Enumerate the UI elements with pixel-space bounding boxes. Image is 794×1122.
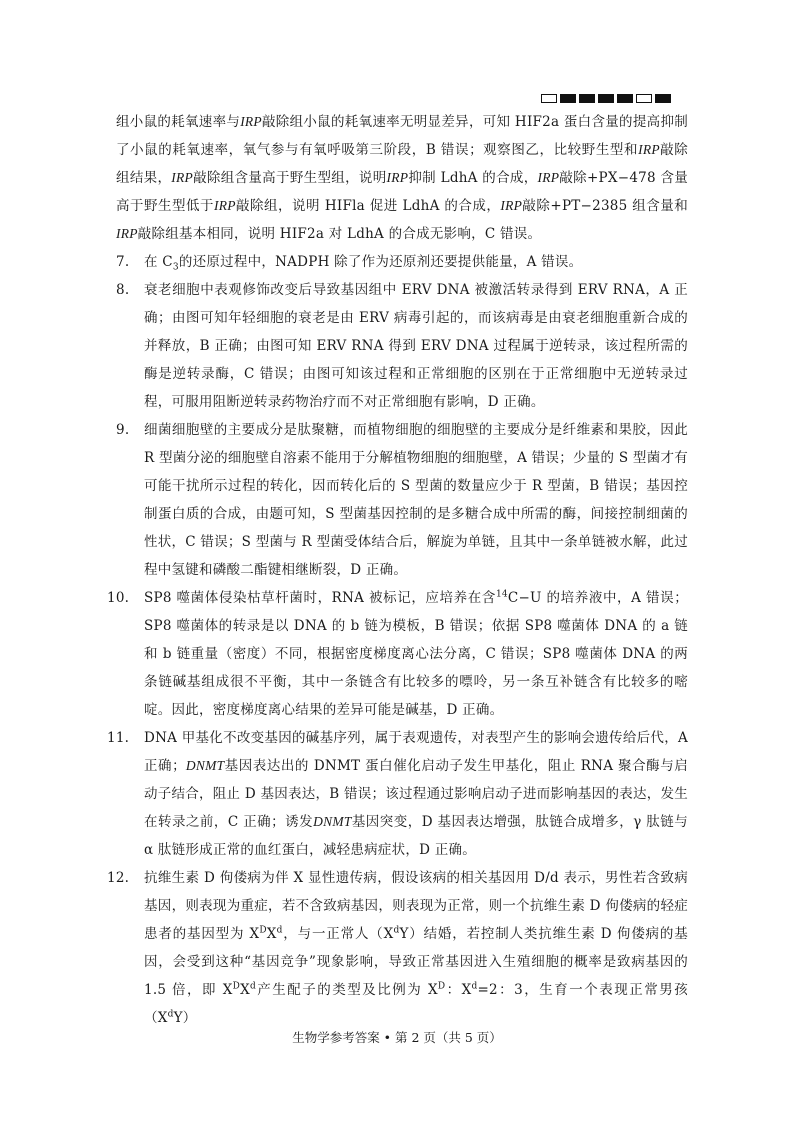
filled-square-mark — [579, 94, 595, 103]
filled-square-mark — [598, 94, 614, 103]
item-number: 8. — [116, 282, 130, 298]
answer-item-7: 7. 在 $C_3$的还原过程中，NADPH 除了作为还原剂还要提供能量，A 错误。 — [116, 248, 688, 276]
answer-item-12: 12. 抗维生素 D 佝偻病为伴 X 显性遗传病，假设该病的相关基因用 D/d 表示，男性若含致病基因，则表现为重症，若不含致病基因，则表现为正常，则一个抗维生素 D 佝偻病的轻症患者的基因型为 $X^DX^d$，与一正常人$(X^dY)$结婚，若控制人类抗维生素 D 佝偻病的基因，会受到这种“基因竞争”现象影响，导致正常基因进入生殖细胞的概率是致病基因的 1.5 倍，即 $X^DX^d$产生配子的类型及比例为 $X^D$：$X^d=2$：3，生育一个表现正常男孩$(X^dY)$ — [116, 864, 688, 1032]
continued-answer-paragraph: 组小鼠的耗氧速率与IRP敲除组小鼠的耗氧速率无明显差异，可知 HIF2a 蛋白含量的提高抑制了小鼠的耗氧速率，氧气参与有氧呼吸第三阶段，B 错误；观察图乙，比较野生型和IRP敲除组结果，IRP敲除组含量高于野生型组，说明IRP抑制 LdhA 的合成，IRP敲除+PX−478 含量高于野生型低于IRP敲除组，说明 HIFla 促进 LdhA 的合成，IRP敲除+PT−2385 组含量和IRP敲除组基本相同，说明 HIF2a 对 LdhA 的合成无影响，C 错误。 — [116, 114, 689, 242]
page-footer: 生物学参考答案 • 第 2 页（共 5 页） — [292, 1030, 502, 1045]
answer-item-9: 9. 细菌细胞壁的主要成分是肽聚糖，而植物细胞的细胞壁的主要成分是纤维素和果胶，因此 R 型菌分泌的细胞壁自溶素不能用于分解植物细胞的细胞壁，A 错误；少量的 S 型菌才有可能干扰所示过程的转化，因而转化后的 S 型菌的数量应少于 R 型菌，B 错误；基因控制蛋白质的合成，由题可知，S 型菌基因控制的是多糖合成中所需的酶，间接控制细菌的性状，C 错误；S 型菌与 R 型菌受体结合后，解旋为单链，且其中一条单链被水解，此过程中氢键和磷酸二酯键相继断裂，D 正确。 — [116, 416, 688, 584]
item-number: 10. — [107, 590, 130, 606]
item-number: 7. — [116, 254, 130, 270]
filled-square-mark — [617, 94, 633, 103]
filled-square-mark — [655, 94, 671, 103]
answer-item-8: 8. 衰老细胞中表观修饰改变后导致基因组中 ERV DNA 被激活转录得到 ERV RNA，A 正确；由图可知年轻细胞的衰老是由 ERV 病毒引起的，而该病毒是由衰老细胞重新合成的并释放，B 正确；由图可知 ERV RNA 得到 ERV DNA 过程属于逆转录，该过程所需的酶是逆转录酶，C 错误；由图可知该过程和正常细胞的区别在于正常细胞中无逆转录过程，可服用阻断逆转录药物治疗而不对正常细胞有影响，D 正确。 — [116, 276, 688, 416]
answer-content — [107, 108, 689, 1032]
header-marks — [541, 94, 671, 103]
item-number: 12. — [107, 870, 130, 886]
empty-square-mark — [541, 94, 557, 103]
item-number: 9. — [116, 422, 130, 438]
answer-item-11: 11. DNA 甲基化不改变基因的碱基序列，属于表观遗传，对表型产生的影响会遗传给后代，A 正确；DNMT基因表达出的 DNMT 蛋白催化启动子发生甲基化，阻止 RNA 聚合酶与启动子结合，阻止 D 基因表达，B 错误；该过程通过影响启动子进而影响基因的表达，发生在转录之前，C 正确；诱发DNMT基因突变，D 基因表达增强，肽链合成增多，γ 肽链与 α 肽链形成正常的血红蛋白，减轻患病症状，D 正确。 — [116, 724, 688, 864]
item-number: 11. — [107, 730, 130, 746]
empty-square-mark — [636, 94, 652, 103]
answer-item-10: 10. SP8 噬菌体侵染枯草杆菌时，RNA 被标记，应培养在含$^{14}$C−U 的培养液中，A 错误；SP8 噬菌体的转录是以 DNA 的 b 链为模板，B 错误；依据 SP8 噬菌体 DNA 的 a 链和 b 链重量（密度）不同，根据密度梯度离心法分离，C 错误；SP8 噬菌体 DNA 的两条链碱基组成很不平衡，其中一条链含有比较多的嘌呤，另一条互补链含有比较多的嘧啶。因此，密度梯度离心结果的差异可能是碱基，D 正确。 — [116, 584, 688, 724]
filled-square-mark — [560, 94, 576, 103]
